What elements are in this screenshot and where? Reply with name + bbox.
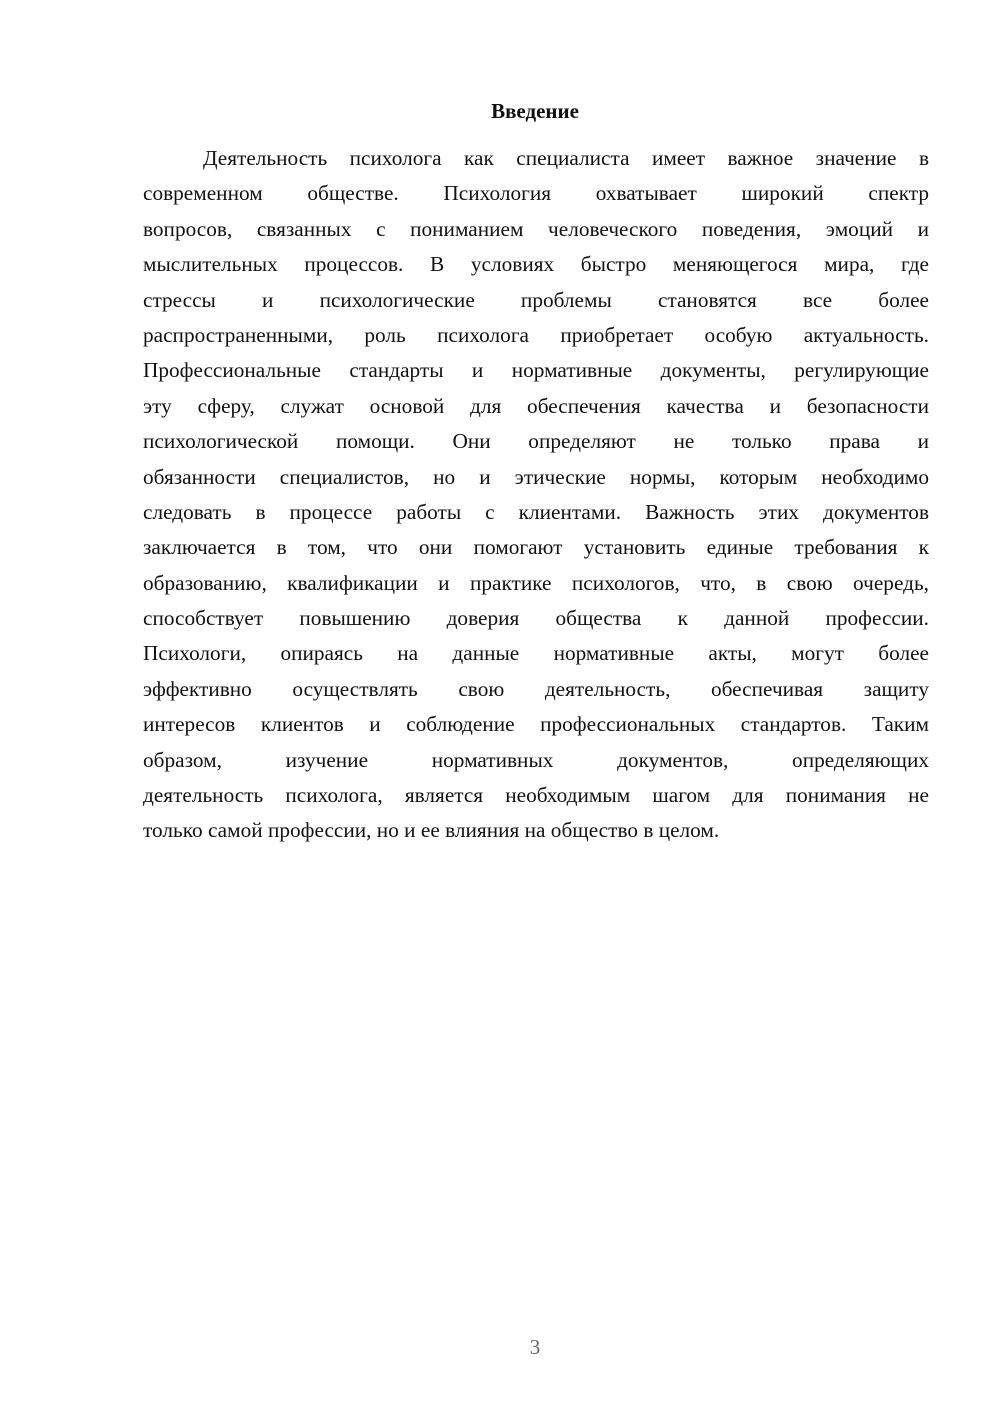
paragraph-line: современном обществе. Психология охватывает широкий спектр (143, 181, 929, 206)
paragraph-line: только самой профессии, но и ее влияния на общество в целом. (143, 818, 720, 843)
introduction-paragraph (143, 141, 929, 849)
paragraph-line: психологической помощи. Они определяют не только права и (143, 429, 929, 454)
section-heading: Введение (491, 99, 579, 123)
page-number: 3 (529, 1335, 541, 1359)
paragraph-line: стрессы и психологические проблемы становятся все более (143, 287, 929, 312)
paragraph-line: интересов клиентов и соблюдение профессиональных стандартов. Таким (143, 712, 929, 737)
paragraph-line: вопросов, связанных с пониманием человеческого поведения, эмоций и (143, 216, 929, 241)
paragraph-line: деятельность психолога, является необходимым шагом для понимания не (143, 783, 929, 808)
paragraph-line: образованию, квалификации и практике психологов, что, в свою очередь, (143, 570, 929, 595)
paragraph-line: Профессиональные стандарты и нормативные документы, регулирующие (143, 358, 929, 383)
paragraph-line: образом, изучение нормативных документов, определяющих (143, 747, 929, 772)
paragraph-line: следовать в процессе работы с клиентами. Важность этих документов (143, 499, 929, 524)
paragraph-line: Деятельность психолога как специалиста имеет важное значение в (203, 146, 929, 170)
paragraph-line: заключается в том, что они помогают установить единые требования к (143, 535, 929, 560)
paragraph-line: обязанности специалистов, но и этические нормы, которым необходимо (143, 464, 929, 489)
paragraph-line: способствует повышению доверия общества к данной профессии. (143, 606, 929, 631)
paragraph-line: Психологи, опираясь на данные нормативные акты, могут более (143, 641, 929, 666)
paragraph-line: эффективно осуществлять свою деятельность, обеспечивая защиту (143, 676, 929, 701)
paragraph-line: мыслительных процессов. В условиях быстро меняющегося мира, где (143, 252, 929, 277)
paragraph-line: эту сферу, служат основой для обеспечения качества и безопасности (143, 393, 929, 418)
paragraph-line: распространенными, роль психолога приобретает особую актуальность. (143, 322, 929, 347)
